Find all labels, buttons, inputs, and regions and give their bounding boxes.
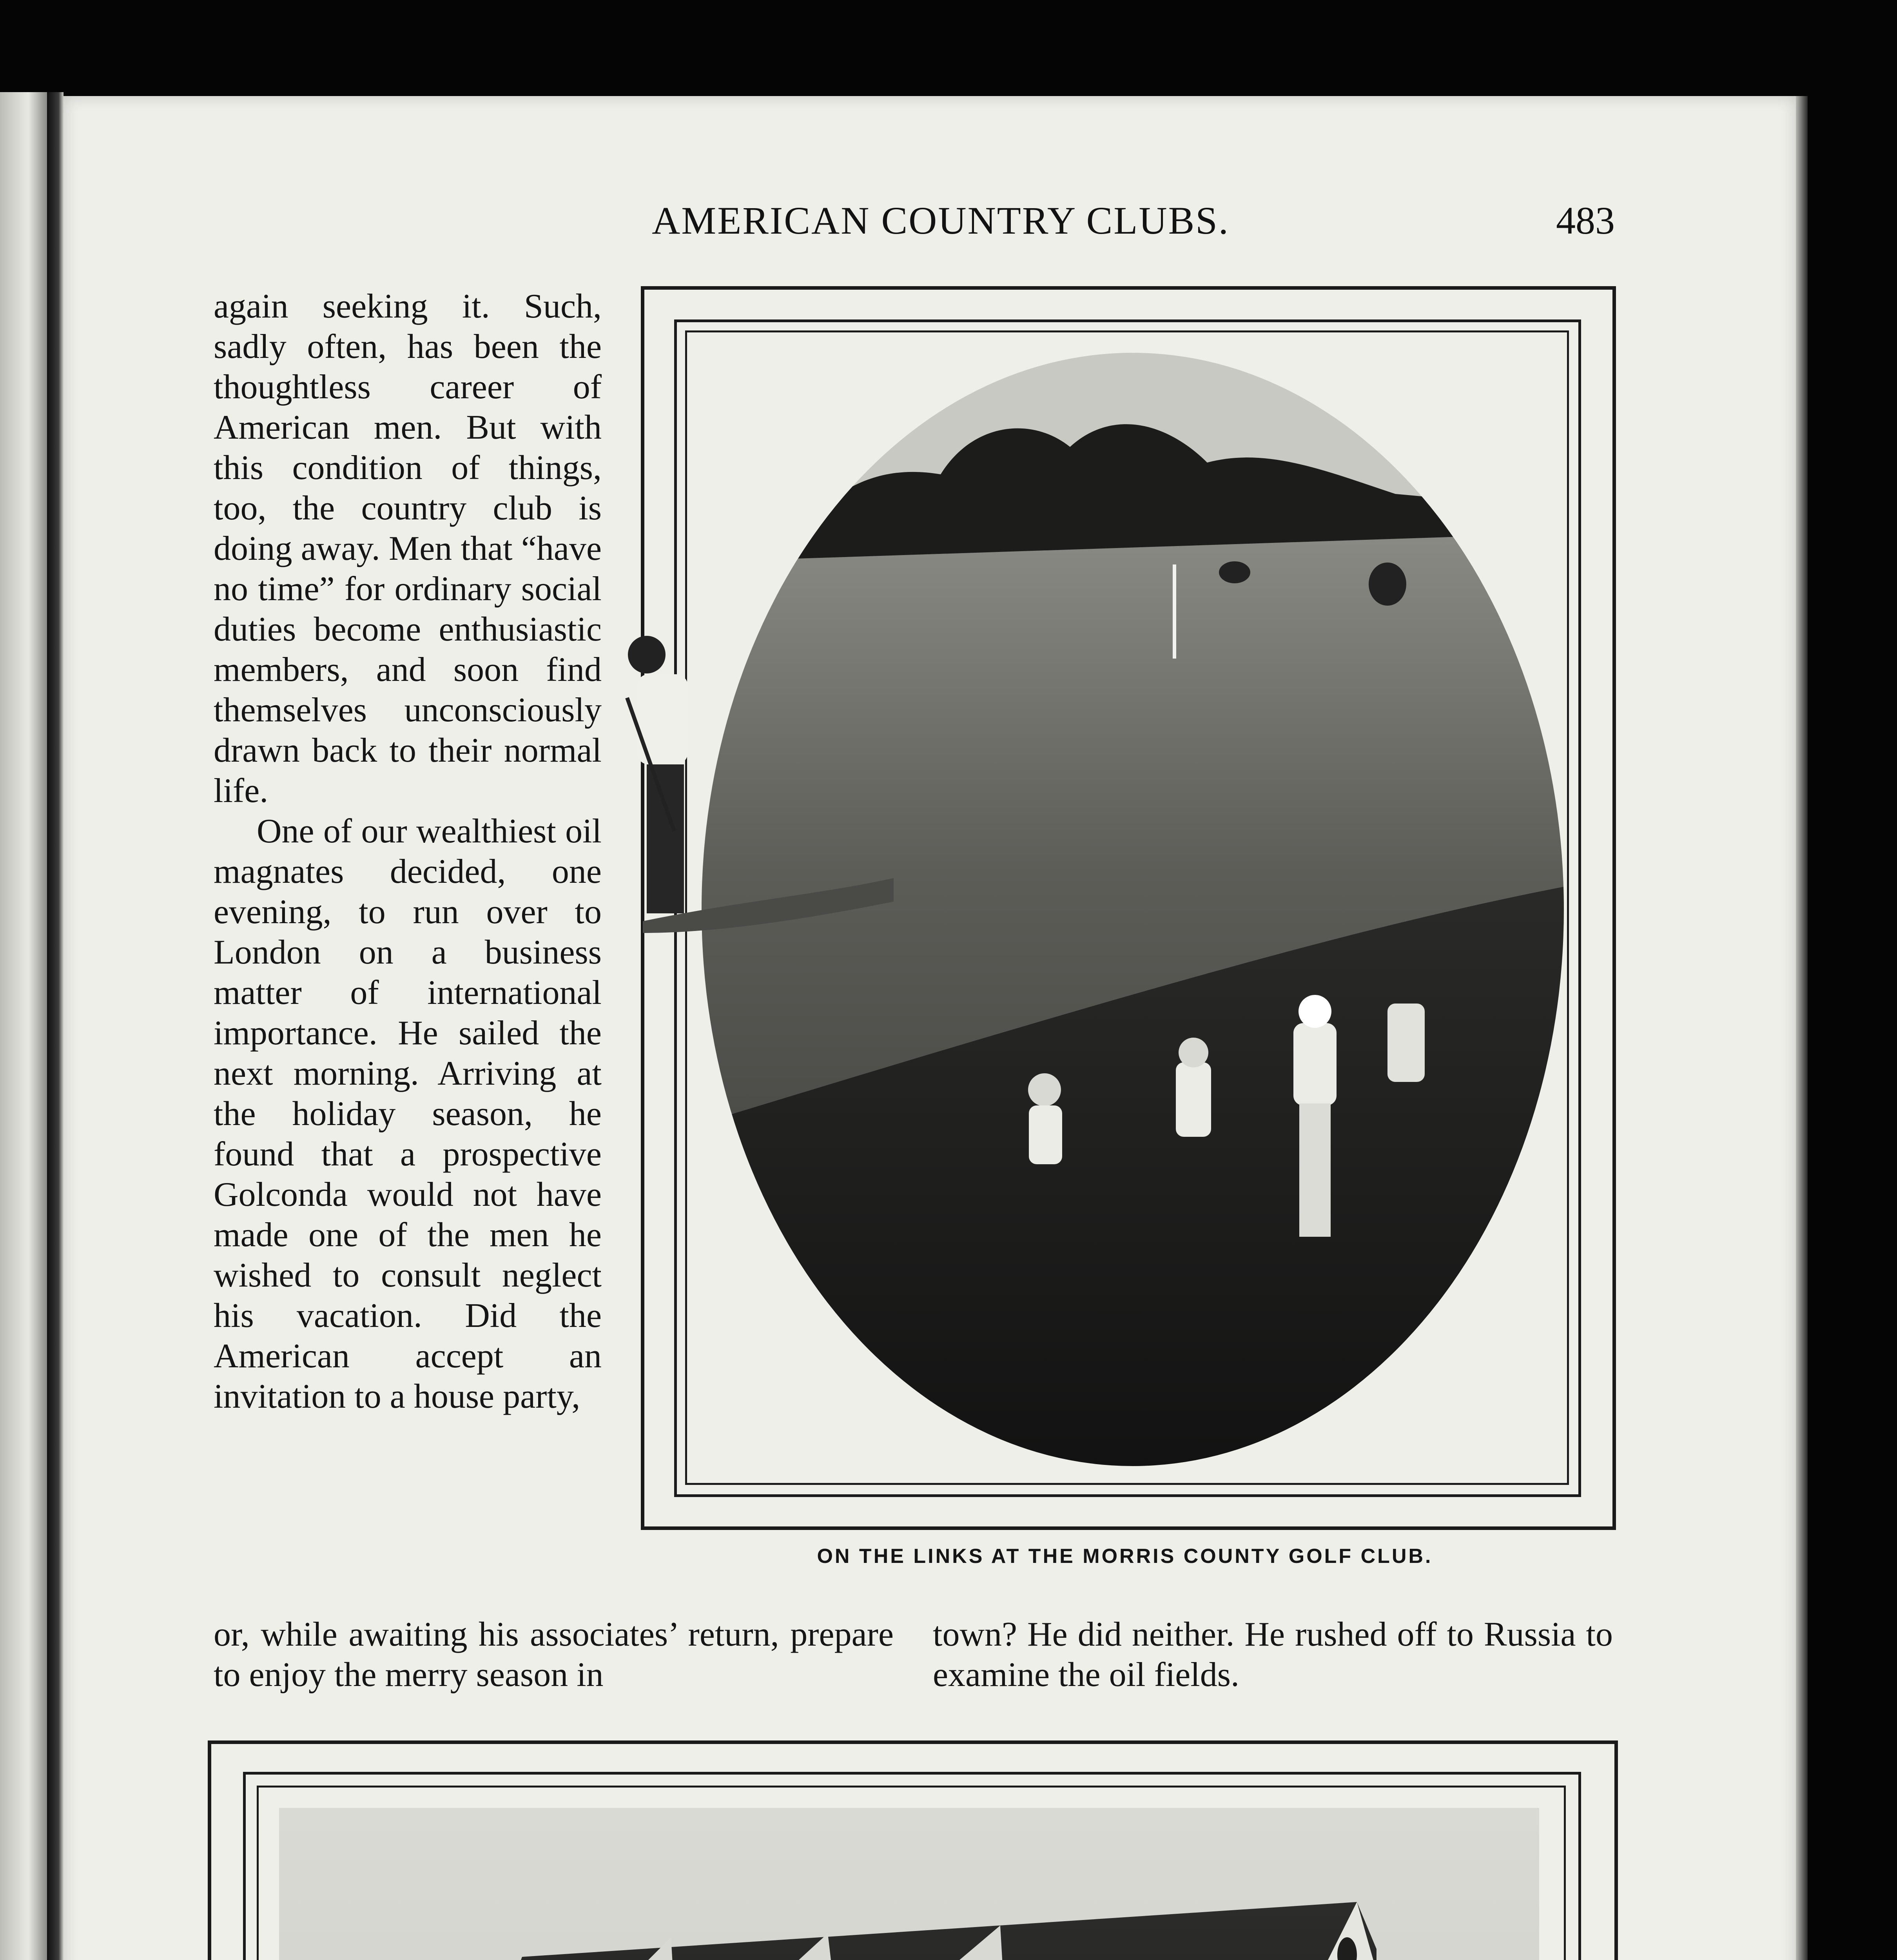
left-column-text [214,286,602,1417]
club-house-photo [279,1808,1539,1960]
paragraph: again seeking it. Such, sadly often, has been the thoughtless career of American men. But with this condition of things, too, the country club is doing away. Men that “have no time” for ordinary social duties become enthusiastic members, and soon find themselves unconsciously drawn back to their normal life. [214,287,602,810]
caption-top-photo: ON THE LINKS AT THE MORRIS COUNTY GOLF CLUB. [817,1545,1433,1568]
bottom-right-text [933,1614,1613,1695]
facing-page-edge [0,92,47,1960]
page-number: 483 [1556,199,1615,242]
paragraph: One of our wealthiest oil magnates decided, one evening, to run over to London on a business matter of international importance. He sailed the next morning. Arriving at the holiday season, he found that a prospective Golconda would not have made one of the men he wished to consult neglect his vacation. Did the American accept an invitation to a house party, [214,812,602,1416]
bottom-left-text [214,1614,894,1695]
paragraph: town? He did neither. He rushed off to Russia to examine the oil fields. [933,1615,1613,1694]
page-edge [1796,96,1808,1960]
running-head: AMERICAN COUNTRY CLUBS. [652,199,1230,242]
book-gutter [47,92,63,1960]
paragraph: or, while awaiting his associates’ return, prepare to enjoy the merry season in [214,1615,894,1694]
golf-links-photo [619,345,1568,1474]
